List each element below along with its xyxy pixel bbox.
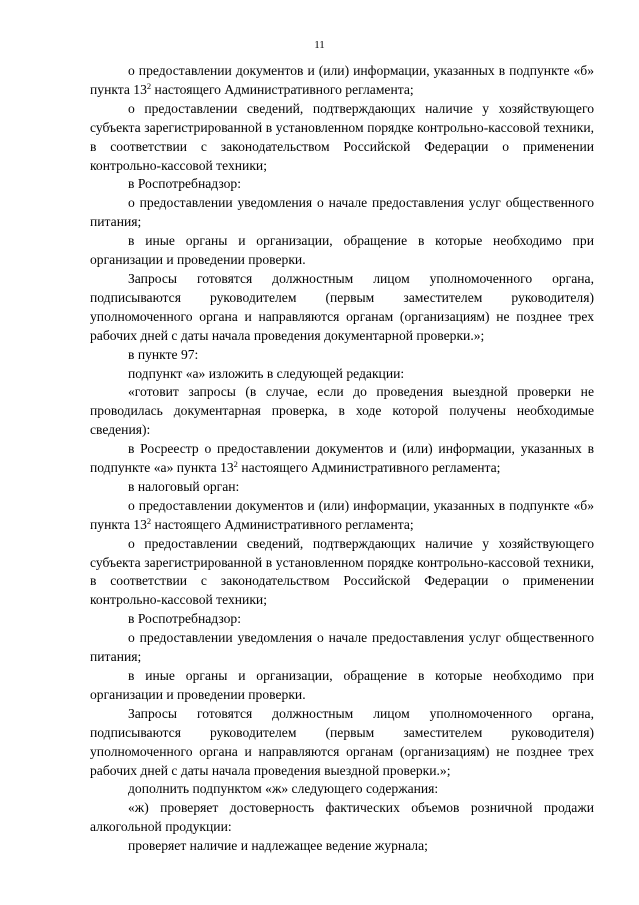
paragraph: «ж) проверяет достоверность фактических объемов розничной продажи алкогольной продукции:: [90, 800, 594, 835]
paragraph: проверяет наличие и надлежащее ведение журнала;: [128, 838, 428, 854]
paragraph: в Роспотребнадзор:: [128, 176, 242, 192]
paragraph: в налоговый орган:: [128, 478, 240, 494]
paragraph: Запросы готовятся должностным лицом уполномоченного органа, подписываются руководителем (первым заместителем руководителя) уполномоченного органа и направляются органам (организациям) не позднее трех рабочих дней с даты начала проведения выездной проверки.»;: [90, 705, 594, 778]
paragraph: о предоставлении документов и (или) информации, указанных в подпункте «б» пункта $13^2$ настоящего Административного регламента;: [90, 63, 594, 97]
paragraph: «готовит запросы (в случае, если до проведения выездной проверки не проводилась документарная проверка, в ходе которой получены необходимые сведения):: [90, 384, 594, 438]
paragraph: о предоставлении уведомления о начале предоставления услуг общественного питания;: [90, 630, 594, 665]
paragraph: о предоставлении документов и (или) информации, указанных в подпункте «б» пункта $13^2$ настоящего Административного регламента;: [90, 497, 594, 532]
page-number: 11: [314, 39, 325, 51]
paragraph: в Роспотребнадзор:: [128, 611, 242, 627]
paragraph: о предоставлении сведений, подтверждающих наличие у хозяйствующего субъекта зарегистрированной в установленном порядке контрольно-кассовой техники, в соответствии с законодательством Российской Федерации о применении контрольно-кассовой техники;: [90, 535, 594, 608]
paragraph: о предоставлении уведомления о начале предоставления услуг общественного питания;: [90, 195, 594, 230]
paragraph: подпункт «а» изложить в следующей редакции:: [128, 365, 405, 381]
document-body: [90, 62, 594, 856]
paragraph: дополнить подпунктом «ж» следующего содержания:: [128, 781, 439, 797]
paragraph: в иные органы и организации, обращение в которые необходимо при организации и проведении проверки.: [90, 233, 594, 268]
paragraph: Запросы готовятся должностным лицом уполномоченного органа, подписываются руководителем (первым заместителем руководителя) уполномоченного органа и направляются органам (организациям) не позднее трех рабочих дней с даты начала проведения документарной проверки.»;: [90, 270, 594, 343]
paragraph: в пункте 97:: [128, 346, 199, 362]
paragraph: о предоставлении сведений, подтверждающих наличие у хозяйствующего субъекта зарегистрированной в установленном порядке контрольно-кассовой техники, в соответствии с законодательством Российской Федерации о применении контрольно-кассовой техники;: [90, 100, 594, 173]
paragraph: в Росреестр о предоставлении документов и (или) информации, указанных в подпункте «а» пункта $13^2$ настоящего Административного регламента;: [90, 441, 594, 476]
paragraph: в иные органы и организации, обращение в которые необходимо при организации и проведении проверки.: [90, 668, 594, 702]
